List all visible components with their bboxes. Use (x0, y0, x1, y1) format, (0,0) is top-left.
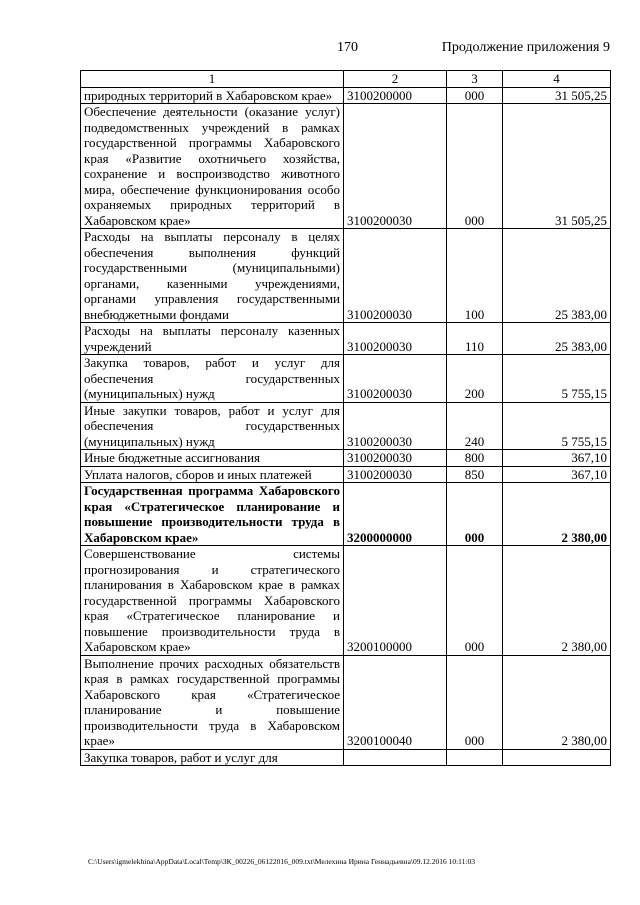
row-name: Выполнение прочих расходных обязательств края в рамках государственной программы Хабаровского края «Стратегическое планирование и повышение производительности труда в Хабаровском крае» (81, 655, 344, 749)
row-code: 3100200030 (344, 104, 447, 229)
row-amount: 2 380,00 (503, 546, 611, 656)
table-row (81, 466, 611, 483)
table-row (81, 450, 611, 467)
row-amount (503, 749, 611, 766)
row-name: Закупка товаров, работ и услуг для (81, 749, 344, 766)
row-code: 3200100040 (344, 655, 447, 749)
header-col-4: 4 (503, 71, 611, 88)
row-type: 000 (447, 104, 503, 229)
row-type: 000 (447, 87, 503, 104)
row-code (344, 749, 447, 766)
row-code: 3100200030 (344, 229, 447, 323)
row-name: Государственная программа Хабаровского края «Стратегическое планирование и повышение производительности труда в Хабаровском крае» (81, 483, 344, 546)
table-row (81, 546, 611, 656)
row-name: Закупка товаров, работ и услуг для обеспечения государственных (муниципальных) нужд (81, 355, 344, 403)
row-type (447, 749, 503, 766)
row-name: Расходы на выплаты персоналу казенных учреждений (81, 323, 344, 355)
table-row (81, 402, 611, 450)
table-row (81, 229, 611, 323)
row-amount: 25 383,00 (503, 323, 611, 355)
row-type: 100 (447, 229, 503, 323)
row-amount: 25 383,00 (503, 229, 611, 323)
page-number: 170 (337, 40, 358, 55)
row-code: 3100200030 (344, 323, 447, 355)
table-row (81, 655, 611, 749)
table-row (81, 355, 611, 403)
continuation-title: Продолжение приложения 9 (441, 40, 610, 55)
row-name: Иные бюджетные ассигнования (81, 450, 344, 467)
row-name: Обеспечение деятельности (оказание услуг) подведомственных учреждений в рамках государственной программы Хабаровского края «Развитие охотничьего хозяйства, сохранение и воспроизводство животного мира, обеспечение функционирования особо охраняемых природных территорий в Хабаровском крае» (81, 104, 344, 229)
row-code: 3100200030 (344, 355, 447, 403)
table-row (81, 323, 611, 355)
row-amount: 2 380,00 (503, 483, 611, 546)
row-amount: 2 380,00 (503, 655, 611, 749)
row-amount: 31 505,25 (503, 87, 611, 104)
table-header-row (81, 71, 611, 88)
row-name: Расходы на выплаты персоналу в целях обеспечения выполнения функций государственными (муниципальными) органами, казенными учреждениями, органами управления государственными внебюджетными фондами (81, 229, 344, 323)
row-code: 3100200030 (344, 466, 447, 483)
row-code: 3100200030 (344, 450, 447, 467)
row-type: 800 (447, 450, 503, 467)
row-amount: 367,10 (503, 466, 611, 483)
row-name: природных территорий в Хабаровском крае» (81, 87, 344, 104)
table-row (81, 749, 611, 766)
row-type: 110 (447, 323, 503, 355)
row-amount: 31 505,25 (503, 104, 611, 229)
table-row (81, 104, 611, 229)
row-type: 000 (447, 483, 503, 546)
row-amount: 367,10 (503, 450, 611, 467)
row-code: 3100200000 (344, 87, 447, 104)
row-type: 000 (447, 546, 503, 656)
header-col-2: 2 (344, 71, 447, 88)
row-type: 240 (447, 402, 503, 450)
row-amount: 5 755,15 (503, 402, 611, 450)
row-code: 3200000000 (344, 483, 447, 546)
file-path-footer: C:\Users\igmelekhina\AppData\Local\Temp\ЗК_00226_06122016_009.txt\Мелехина Ирина Геннадьевна\09.12.2016 10:11:03 (88, 857, 475, 866)
row-name: Иные закупки товаров, работ и услуг для обеспечения государственных (муниципальных) нужд (81, 402, 344, 450)
header-col-1: 1 (81, 71, 344, 88)
header-col-3: 3 (447, 71, 503, 88)
row-amount: 5 755,15 (503, 355, 611, 403)
row-name: Совершенствование системы прогнозирования и стратегического планирования в Хабаровском крае в рамках государственной программы Хабаровского края «Стратегическое планирование и повышение производительности труда в Хабаровском крае» (81, 546, 344, 656)
row-type: 200 (447, 355, 503, 403)
row-type: 000 (447, 655, 503, 749)
row-type: 850 (447, 466, 503, 483)
budget-table (80, 70, 611, 766)
table-row (81, 483, 611, 546)
table-row (81, 87, 611, 104)
row-name: Уплата налогов, сборов и иных платежей (81, 466, 344, 483)
row-code: 3200100000 (344, 546, 447, 656)
row-code: 3100200030 (344, 402, 447, 450)
